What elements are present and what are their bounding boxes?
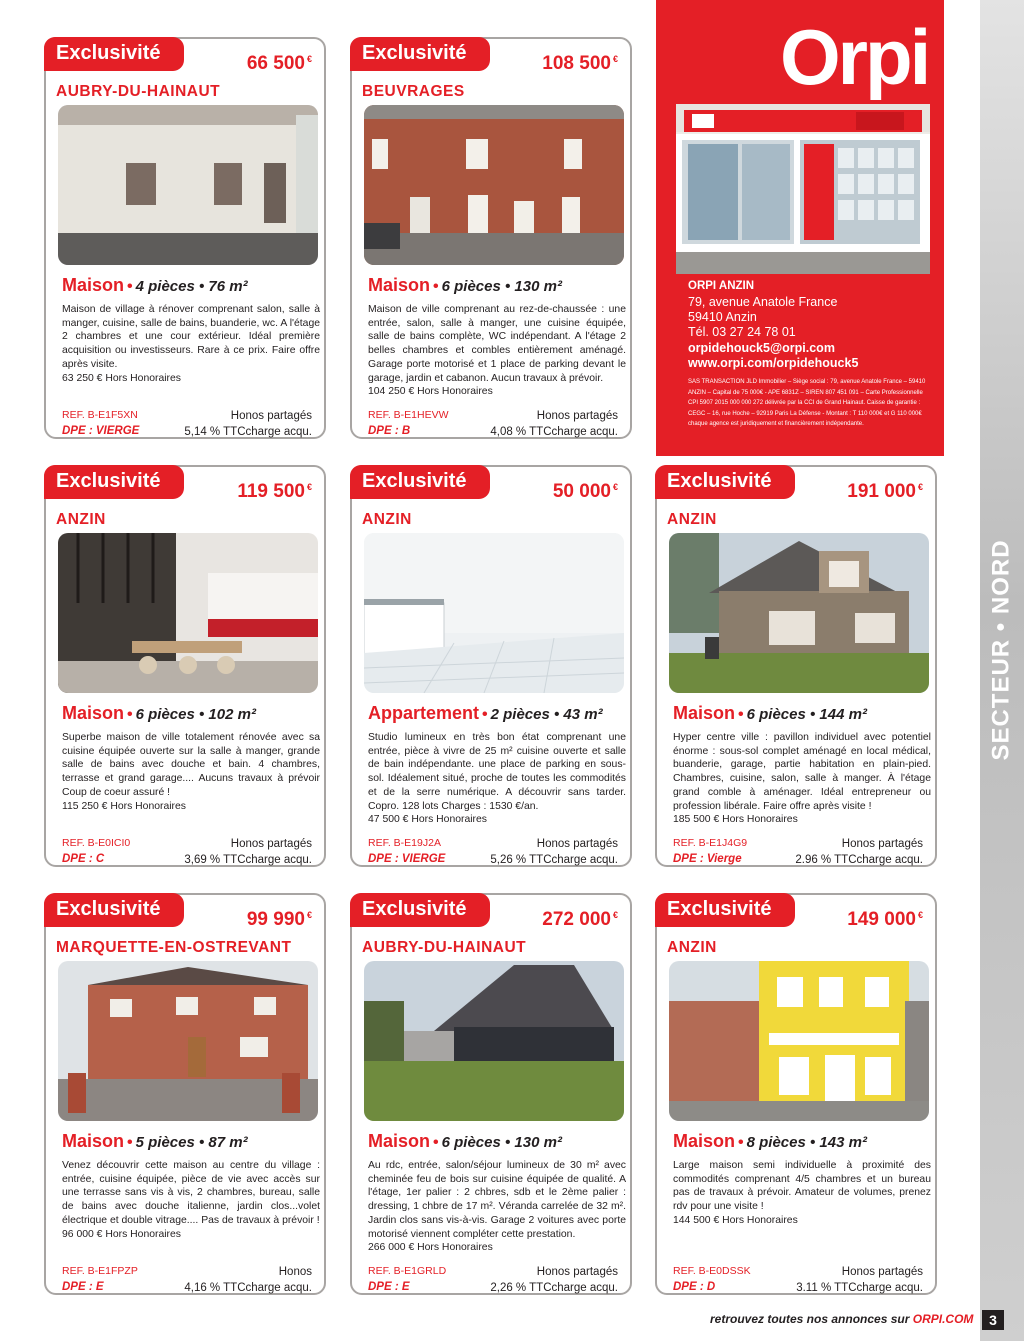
listing-reference: REF. B-E19J2A	[368, 837, 441, 849]
listing-dpe: DPE : VIERGE	[62, 425, 140, 437]
listing-fees-label: Honos partagés	[230, 410, 312, 422]
listing-title: Maison • 6 pièces • 130 m²	[368, 1131, 562, 1151]
footer-tagline: retrouvez toutes nos annonces sur ORPI.COM	[710, 1312, 974, 1326]
exclusive-badge: Exclusivité	[350, 893, 490, 927]
listing-title: Maison • 6 pièces • 130 m²	[368, 275, 562, 295]
listing-reference: REF. B-E1F5XN	[62, 409, 138, 421]
listing-title: Maison • 4 pièces • 76 m²	[62, 275, 248, 295]
sector-label: SECTEUR • NORD	[988, 539, 1015, 761]
listing-price: 149 000 €	[847, 909, 923, 930]
footer-site-link[interactable]: ORPI.COM	[912, 1312, 974, 1326]
listing-fees-label: Honos partagés	[841, 838, 923, 850]
listing-description: Maison de ville comprenant au rez-de-chaussée : une entrée, salon, salle à manger, une cuisine équipée, salle de bains complète, WC indépendant. A l'étage 2 belles chambres et combles entièrement aménagé. Garage porte motorisé et 1 place de parking devant le garage, jardin et cabanon. Aucun travaux à prévoir. 104 250 € Hors Honoraires	[368, 304, 626, 398]
exclusive-badge: Exclusivité	[655, 465, 795, 499]
listing-fees-rate: 4,08 % TTCcharge acqu.	[490, 426, 618, 438]
listing-city: ANZIN	[362, 511, 412, 528]
listing-city: ANZIN	[56, 511, 106, 528]
listing-photo	[364, 105, 624, 265]
listing-dpe: DPE : C	[62, 853, 105, 865]
listing-fees-label: Honos partagés	[536, 410, 618, 422]
listing-description: Large maison semi individuelle à proximité des commodités comprenant 4/5 chambres et un bureau pas de travaux à prévoir. Amateur de volumes, prenez rdv pour une visite ! 144 500 € Hors Honoraires	[673, 1160, 931, 1226]
orpi-logo: Orpi	[780, 13, 929, 101]
listing-fees-rate: 3.11 % TTCcharge acqu.	[796, 1282, 923, 1294]
agency-panel	[656, 0, 944, 456]
listing-card[interactable]	[350, 893, 632, 1295]
listing-card[interactable]	[655, 893, 937, 1295]
listing-title: Maison • 6 pièces • 102 m²	[62, 703, 256, 723]
listing-description: Hyper centre ville : pavillon individuel avec potentiel énorme : sous-sol complet aménagé en local médical, buanderie, garage, partie habitation en plain-pied. Chambres, cuisine, salon, salle à manger. À l'étage grand comble à aménager. Idéal entrepreneur ou profession libérale. Faire offre après visite ! 185 500 € Hors Honoraires	[673, 732, 931, 826]
listing-photo	[669, 533, 929, 693]
listing-title: Maison • 6 pièces • 144 m²	[673, 703, 867, 723]
listing-city: MARQUETTE-EN-OSTREVANT	[56, 939, 292, 956]
agency-address: 79, avenue Anatole France	[688, 295, 838, 309]
exclusive-badge: Exclusivité	[350, 37, 490, 71]
listing-dpe: DPE : D	[673, 1281, 716, 1293]
listing-fees-label: Honos partagés	[536, 838, 618, 850]
listing-description: Maison de village à rénover comprenant salon, salle à manger, cuisine, salle de bains, buanderie, wc. A l'étage 2 chambres et une cour extérieur. Idéal première acquisition ou investisseurs. Rare à ce prix. Faire offre après visite. 63 250 € Hors Honoraires	[62, 304, 320, 384]
listing-price: 272 000 €	[542, 909, 618, 930]
listing-price: 66 500 €	[246, 53, 312, 74]
listing-card[interactable]	[655, 465, 937, 867]
listing-fees-label: Honos	[278, 1266, 312, 1278]
agency-postal: 59410 Anzin	[688, 310, 757, 324]
listing-fees-label: Honos partagés	[536, 1266, 618, 1278]
listing-city: BEUVRAGES	[362, 83, 465, 100]
agency-shopfront-photo	[676, 104, 930, 274]
agency-name: ORPI ANZIN	[688, 280, 755, 292]
listing-fees-rate: 5,14 % TTCcharge acqu.	[184, 426, 312, 438]
listing-photo	[364, 533, 624, 693]
agency-phone: Tél. 03 27 24 78 01	[688, 325, 796, 339]
listing-price: 99 990 €	[246, 909, 312, 930]
listing-city: ANZIN	[667, 939, 717, 956]
listing-description: Au rdc, entrée, salon/séjour lumineux de 30 m² avec cheminée feu de bois sur cuisine équipée de qualité. A l'étage, 1er palier : 2 chbres, sdb et le 2ème palier : dressing, 1 chbre de 17 m². Véranda carrelée de 32 m². Jardin clos sans vis-à-vis. Garage 2 voitures avec porte motorisé viennent compléter cette prestation. 266 000 € Hors Honoraires	[368, 1160, 626, 1254]
listing-photo	[364, 961, 624, 1121]
agency-website[interactable]: www.orpi.com/orpidehouck5	[688, 356, 859, 370]
listing-card[interactable]	[44, 37, 326, 439]
listing-reference: REF. B-E1GRLD	[368, 1265, 447, 1277]
listing-city: AUBRY-DU-HAINAUT	[362, 939, 527, 956]
listing-reference: REF. B-E1J4G9	[673, 837, 748, 849]
listing-reference: REF. B-E0ICI0	[62, 837, 131, 849]
exclusive-badge: Exclusivité	[44, 37, 184, 71]
listing-dpe: DPE : E	[368, 1281, 410, 1293]
listing-reference: REF. B-E1HEVW	[368, 409, 449, 421]
exclusive-badge: Exclusivité	[44, 465, 184, 499]
listing-photo	[58, 533, 318, 693]
listing-fees-rate: 4,16 % TTCcharge acqu.	[184, 1282, 312, 1294]
listing-fees-rate: 3,69 % TTCcharge acqu.	[184, 854, 312, 866]
agency-email[interactable]: orpidehouck5@orpi.com	[688, 341, 835, 355]
listing-title: Maison • 5 pièces • 87 m²	[62, 1131, 248, 1151]
listing-price: 119 500 €	[237, 481, 312, 502]
exclusive-badge: Exclusivité	[44, 893, 184, 927]
listing-fees-label: Honos partagés	[841, 1266, 923, 1278]
listing-fees-rate: 2,26 % TTCcharge acqu.	[490, 1282, 618, 1294]
listing-reference: REF. B-E1FPZP	[62, 1265, 138, 1277]
listing-title: Maison • 8 pièces • 143 m²	[673, 1131, 867, 1151]
listing-dpe: DPE : Vierge	[673, 853, 742, 865]
listing-price: 191 000 €	[847, 481, 923, 502]
listing-card[interactable]	[350, 37, 632, 439]
listing-photo	[58, 105, 318, 265]
listing-description: Studio lumineux en très bon état comprenant une entrée, pièce à vivre de 25 m² cuisine ouverte et salle de bain indépendante. une place de parking en sous-sol. Idéalement situé, proche de toutes les commodités et de la serre numérique. A découvrir sans tarder. Copro. 128 lots Charges : 1530 €/an. 47 500 € Hors Honoraires	[368, 732, 626, 826]
listing-dpe: DPE : E	[62, 1281, 104, 1293]
listing-card[interactable]	[44, 893, 326, 1295]
listing-dpe: DPE : VIERGE	[368, 853, 446, 865]
listing-fees-rate: 2.96 % TTCcharge acqu.	[795, 854, 923, 866]
listing-price: 50 000 €	[552, 481, 618, 502]
exclusive-badge: Exclusivité	[350, 465, 490, 499]
listing-city: ANZIN	[667, 511, 717, 528]
listing-fees-label: Honos partagés	[230, 838, 312, 850]
listing-fees-rate: 5,26 % TTCcharge acqu.	[490, 854, 618, 866]
listing-reference: REF. B-E0DSSK	[673, 1265, 751, 1277]
listing-description: Venez découvrir cette maison au centre du village : entrée, cuisine équipée, pièce de vie avec accès sur une terrasse sans vis à vis, 2 chambres, bureau, salle de bains avec douche italienne, jardin clos...volet électrique et double vitrage.... Pas de travaux à prévoir ! 96 000 € Hors Honoraires	[62, 1160, 320, 1240]
listing-city: AUBRY-DU-HAINAUT	[56, 83, 221, 100]
page-number: 3	[982, 1310, 1004, 1330]
listing-price: 108 500 €	[542, 53, 618, 74]
listing-photo	[669, 961, 929, 1121]
listing-title: Appartement • 2 pièces • 43 m²	[368, 703, 603, 723]
listing-card[interactable]	[350, 465, 632, 867]
exclusive-badge: Exclusivité	[655, 893, 795, 927]
listing-description: Superbe maison de ville totalement rénovée avec sa cuisine équipée ouverte sur la salle à manger, grande salle de bains avec douche et bain. 4 chambres, terrasse et grand garage.... Aucuns travaux à prévoir Coup de coeur assuré ! 115 250 € Hors Honoraires	[62, 732, 320, 812]
listing-card[interactable]	[44, 465, 326, 867]
listing-photo	[58, 961, 318, 1121]
listing-dpe: DPE : B	[368, 425, 411, 437]
agency-legal-notice: SAS TRANSACTION JLD Immobilier – Siège social : 79, avenue Anatole France – 59410 ANZIN – Capital de 75 000€ - APE 6831Z – SIREN 807 451 091 – Carte Professionnelle CPI 5907 2015 000 000 272 délivrée par la CCI de Grand Hainaut. Caisse de garantie : CEGC – 16, rue Hoche – 92919 Paris La Défense - Montant : T 110 000€ et G 110 000€ chaque agence est juridiquement et financièrement indépendante.	[688, 379, 926, 427]
